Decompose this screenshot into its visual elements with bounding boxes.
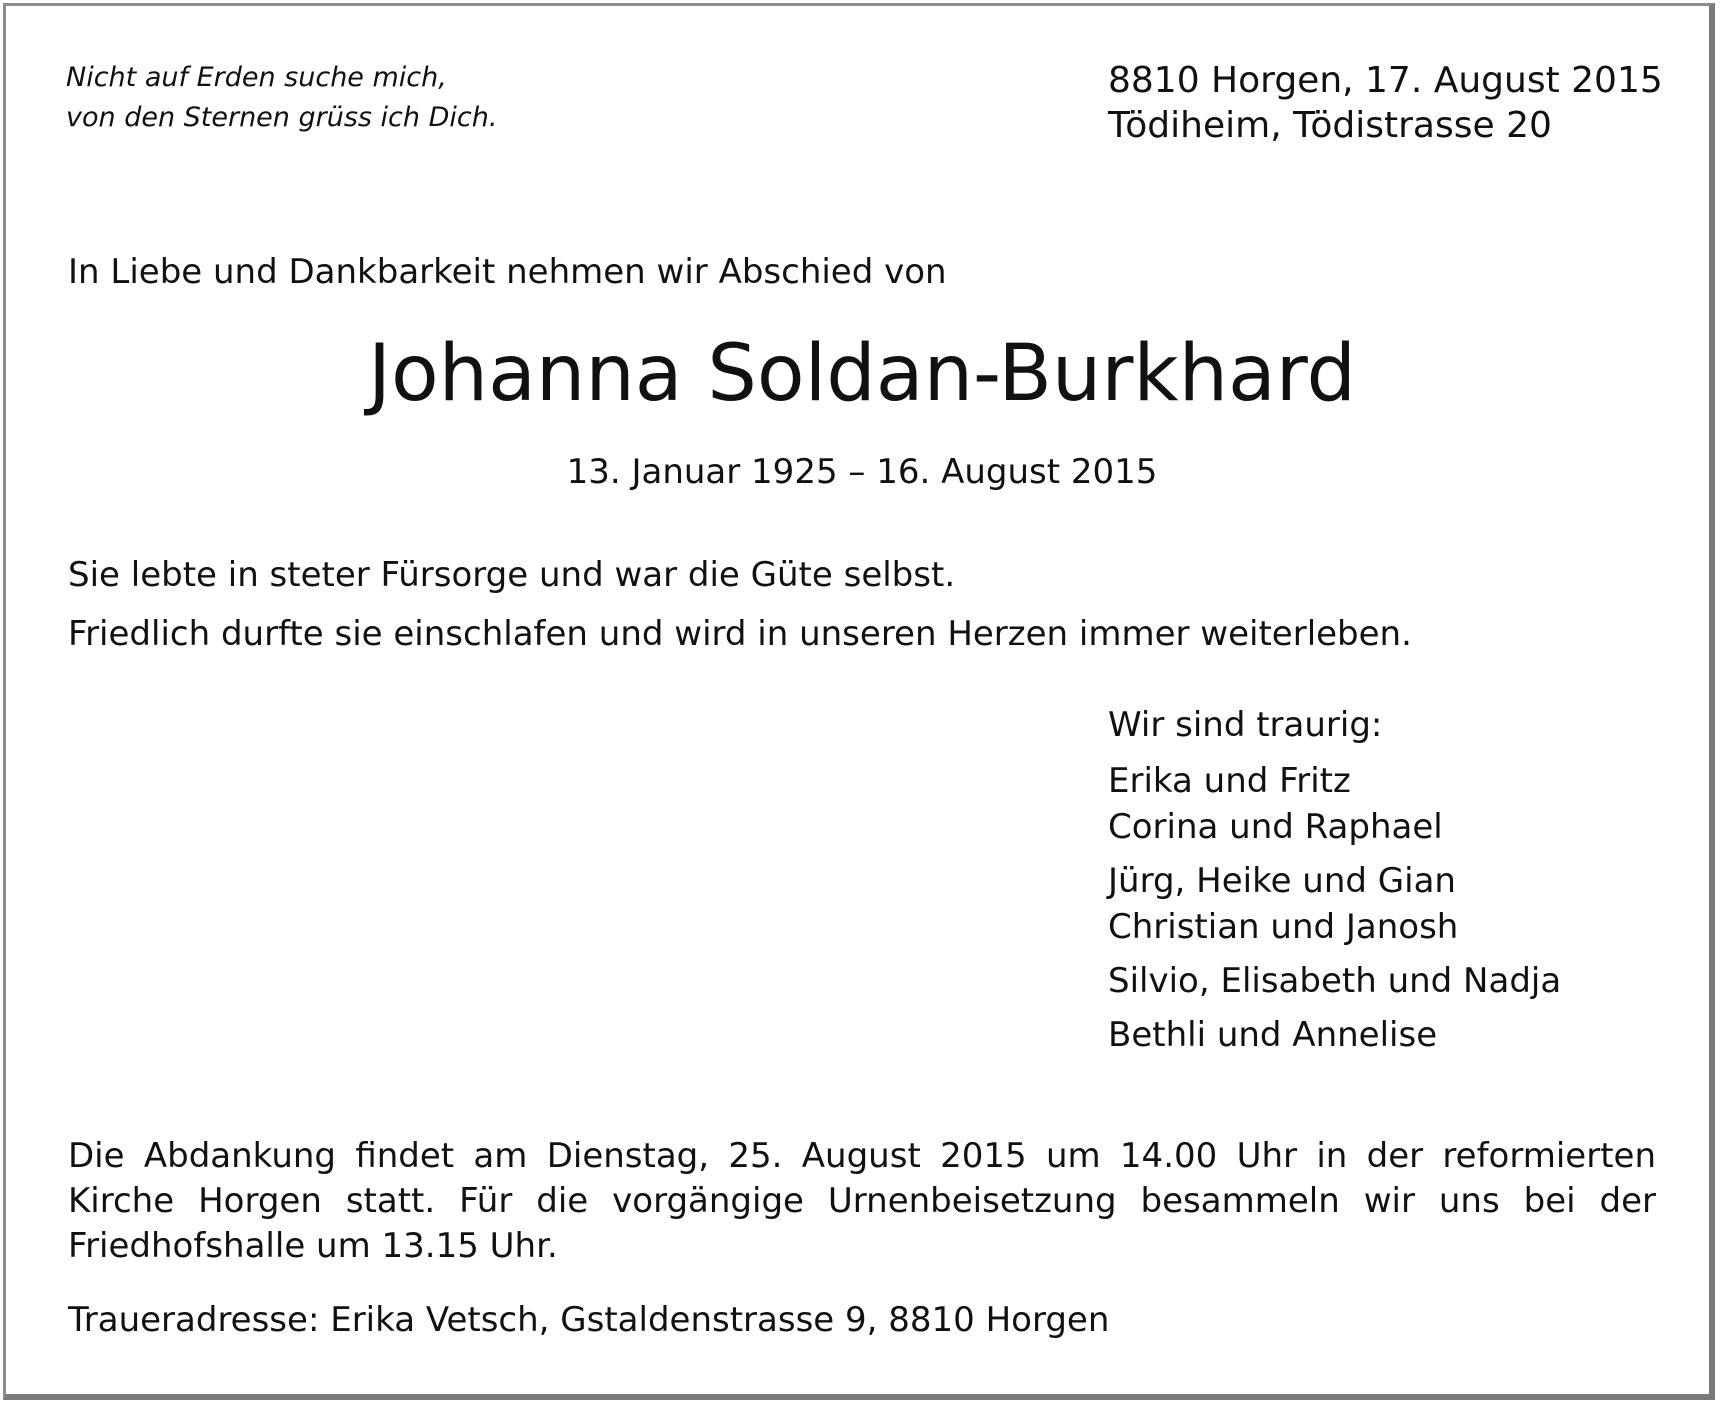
deceased-name: Johanna Soldan-Burkhard [367, 329, 1357, 419]
motto-line-2: von den Sternen grüss ich Dich. [66, 102, 498, 133]
mourner-name: Christian und Janosh [1108, 907, 1459, 947]
place-address-line: Tödiheim, Tödistrasse 20 [1108, 105, 1552, 146]
mourner-name: Erika und Fritz [1108, 761, 1351, 801]
motto-line-1: Nicht auf Erden suche mich, [66, 62, 447, 93]
mourners-heading: Wir sind traurig: [1108, 705, 1383, 745]
place-date-line: 8810 Horgen, 17. August 2015 [1108, 60, 1663, 101]
tribute-line-1: Sie lebte in steter Fürsorge und war die Güte selbst. [68, 555, 956, 595]
mourner-group [1108, 858, 1561, 950]
mourning-address: Traueradresse: Erika Vetsch, Gstaldenstrasse 9, 8810 Horgen [68, 1300, 1110, 1340]
life-dates: 13. Januar 1925 – 16. August 2015 [566, 452, 1158, 492]
mourner-group [1108, 1012, 1561, 1058]
mourner-name: Silvio, Elisabeth und Nadja [1108, 961, 1562, 1001]
mourner-name: Bethli und Annelise [1108, 1015, 1438, 1055]
place-and-date [1108, 58, 1663, 148]
intro-text: In Liebe und Dankbarkeit nehmen wir Abschied von [68, 252, 947, 292]
motto-verse [66, 58, 497, 138]
mourner-group [1108, 758, 1561, 850]
tribute-line-2: Friedlich durfte sie einschlafen und wird in unseren Herzen immer weiterleben. [68, 614, 1412, 654]
mourner-group [1108, 958, 1561, 1004]
mourner-name: Corina und Raphael [1108, 807, 1443, 847]
mourners-list [1108, 700, 1561, 1066]
ceremony-notice: Die Abdankung findet am Dienstag, 25. August 2015 um 14.00 Uhr in der reformierten Kirche Horgen statt. Für die vorgängige Urnenbeisetzung besammeln wir uns bei der Friedhofshalle um 13.15 Uhr. [68, 1136, 1656, 1266]
tribute-text [68, 546, 1412, 664]
mourner-name: Jürg, Heike und Gian [1108, 861, 1456, 901]
